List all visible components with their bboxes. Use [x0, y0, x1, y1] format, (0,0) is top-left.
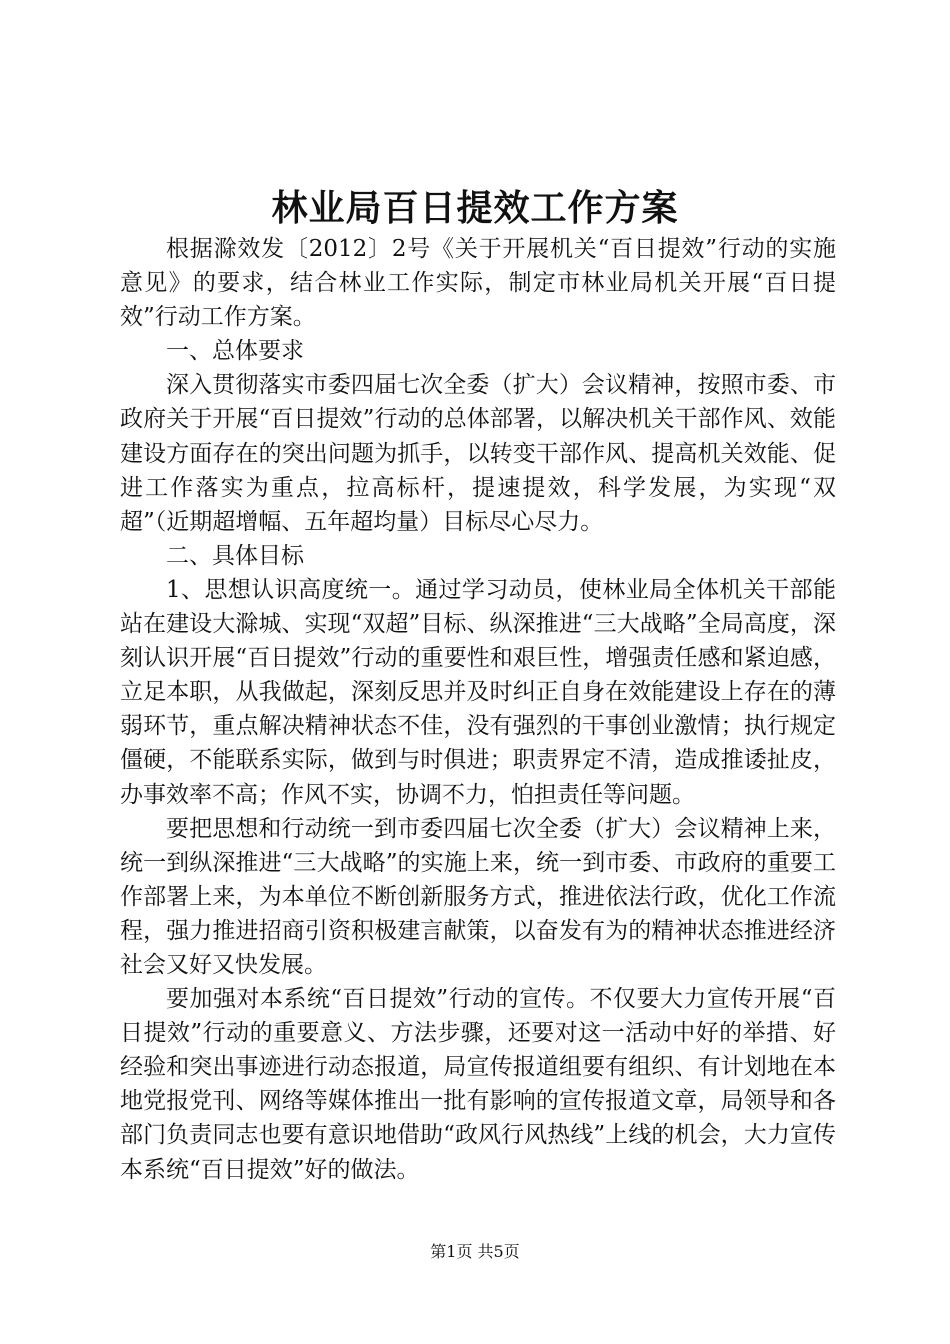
- paragraph-general-requirements: 深入贯彻落实市委四届七次全委（扩大）会议精神，按照市委、市政府关于开展“百日提效”行动的总体部署，以解决机关干部作风、效能建设方面存在的突出问题为抓手，以转变干部作风、提高机关效能、促进工作落实为重点，拉高标杆，提速提效，科学发展，为实现“双超”（近期超增幅、五年超均量）目标尽心尽力。: [120, 372, 836, 535]
- section-heading-goals: 二、具体目标: [166, 542, 304, 569]
- paragraph-intro: 根据滁效发〔2012〕2号《关于开展机关“百日提效”行动的实施意见》的要求，结合林业工作实际，制定市林业局机关开展“百日提效”行动工作方案。: [120, 236, 836, 331]
- paragraph-goal-1: 1、思想认识高度统一。通过学习动员，使林业局全体机关干部能站在建设大滁城、实现“双超”目标、纵深推进“三大战略”全局高度，深刻认识开展“百日提效”行动的重要性和艰巨性，增强责任感和紧迫感，立足本职，从我做起，深刻反思并及时纠正自身在效能建设上存在的薄弱环节，重点解决精神状态不佳，没有强烈的干事创业激情；执行规定僵硬，不能联系实际，做到与时俱进；职责界定不清，造成推诿扯皮，办事效率不高；作风不实，协调不力，怕担责任等问题。: [120, 576, 836, 808]
- section-heading-general: 一、总体要求: [166, 338, 304, 365]
- document-body: [120, 232, 836, 1187]
- document-title: 林业局百日提效工作方案: [271, 187, 679, 229]
- paragraph-unify-thinking: 要把思想和行动统一到市委四届七次全委（扩大）会议精神上来，统一到纵深推进“三大战略”的实施上来，统一到市委、市政府的重要工作部署上来，为本单位不断创新服务方式，推进依法行政，优化工作流程，强力推进招商引资积极建言献策，以奋发有为的精神状态推进经济社会又好又快发展。: [120, 815, 836, 978]
- page-footer: 第1页 共5页: [430, 1242, 520, 1261]
- paragraph-publicity: 要加强对本系统“百日提效”行动的宣传。不仅要大力宣传开展“百日提效”行动的重要意义、方法步骤，还要对这一活动中好的举措、好经验和突出事迹进行动态报道，局宣传报道组要有组织、有计划地在本地党报党刊、网络等媒体推出一批有影响的宣传报道文章，局领导和各部门负责同志也要有意识地借助“政风行风热线”上线的机会，大力宣传本系统“百日提效”好的做法。: [120, 986, 836, 1183]
